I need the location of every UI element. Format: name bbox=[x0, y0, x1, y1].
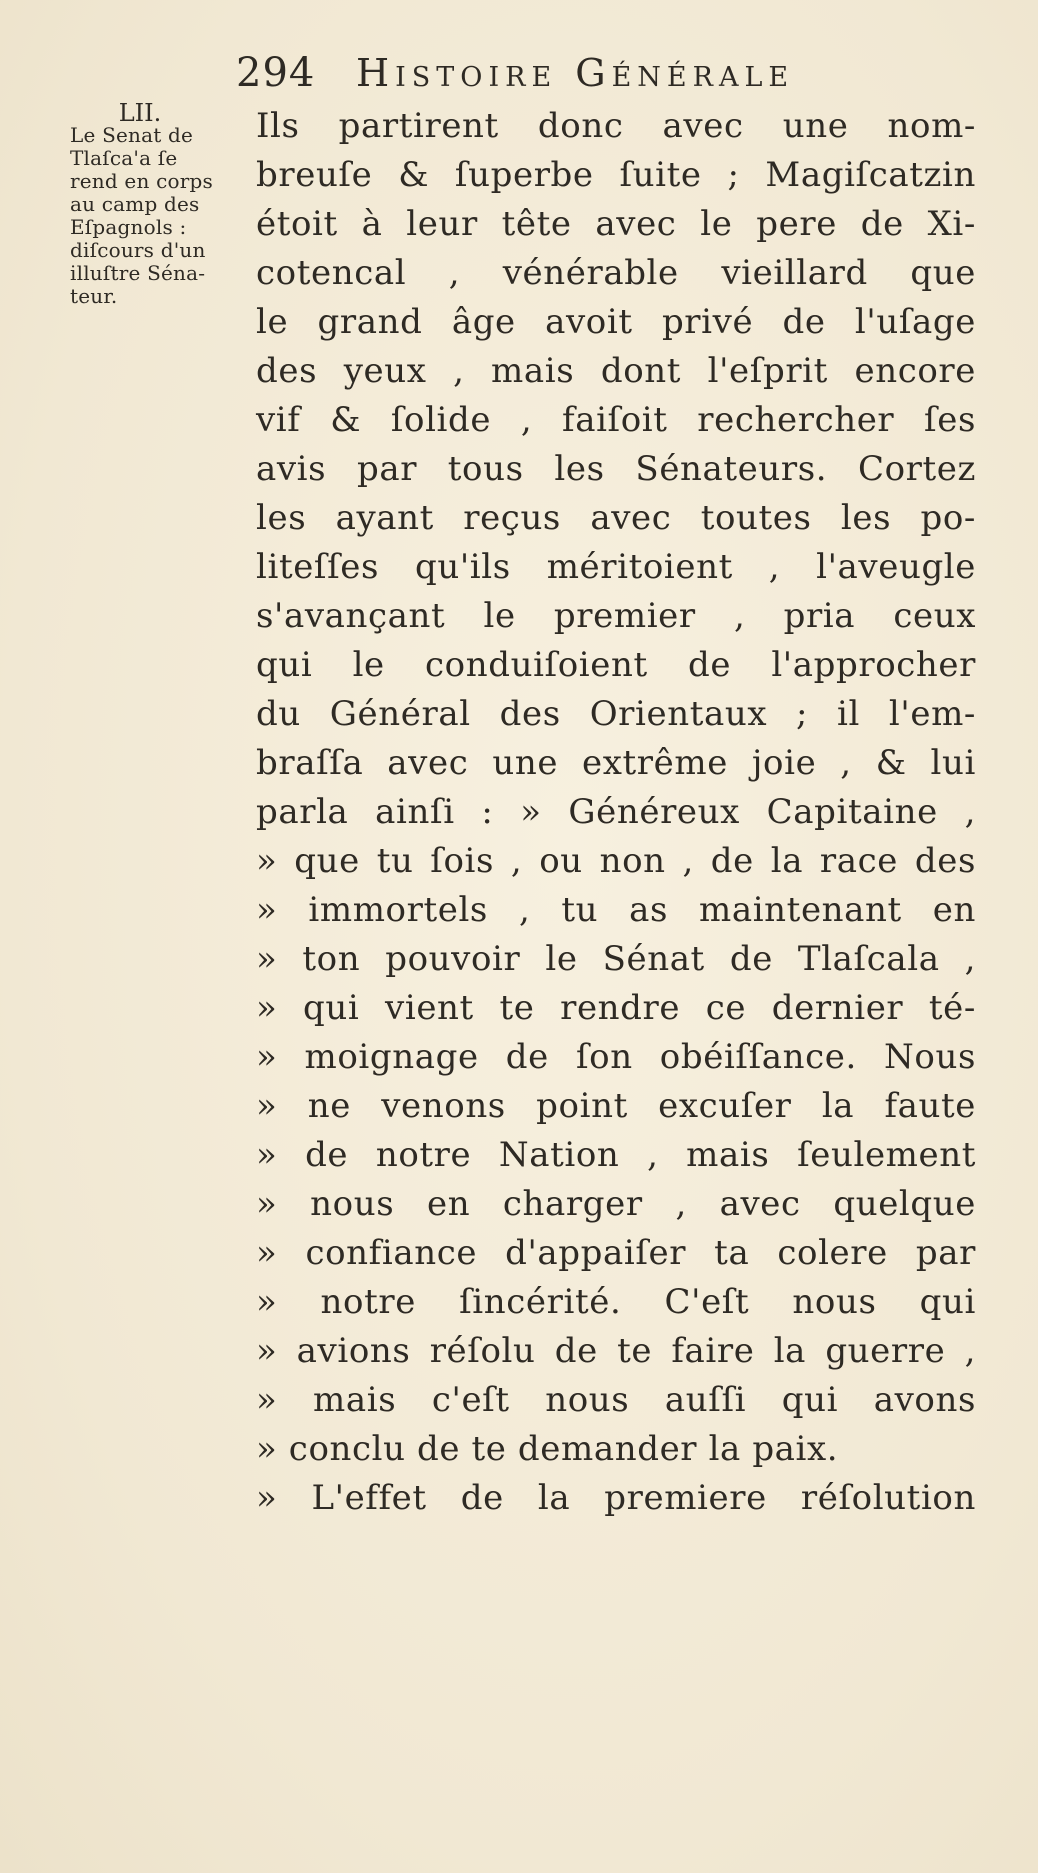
margin-note-line: Le Senat de bbox=[70, 123, 194, 147]
margin-note bbox=[70, 99, 240, 308]
text-line: » avions réſolu de te faire la guerre , bbox=[256, 1331, 976, 1371]
text-line: braſſa avec une extrême joie , & lui bbox=[256, 743, 976, 783]
text-line: » immortels , tu as maintenant en bbox=[256, 890, 976, 930]
text-line: avis par tous les Sénateurs. Cortez bbox=[256, 449, 976, 489]
margin-note-line: teur. bbox=[70, 284, 118, 308]
text-line: s'avançant le premier , pria ceux bbox=[256, 596, 976, 636]
text-line: » nous en charger , avec quelque bbox=[256, 1184, 976, 1224]
text-line: » que tu ſois , ou non , de la race des bbox=[256, 841, 976, 881]
running-title: Histoire Générale bbox=[356, 51, 795, 95]
text-line: Ils partirent donc avec une nom- bbox=[256, 106, 976, 146]
margin-note-number: LII. bbox=[118, 99, 162, 127]
text-line: breuſe & ſuperbe ſuite ; Magiſcatzin bbox=[256, 155, 976, 195]
text-line: » mais c'eſt nous auſſi qui avons bbox=[256, 1380, 976, 1420]
text-line: » moignage de ſon obéiſſance. Nous bbox=[256, 1037, 976, 1077]
margin-note-line: diſcours d'un bbox=[70, 238, 206, 262]
text-line: les ayant reçus avec toutes les po- bbox=[256, 498, 976, 538]
text-line: » ne venons point excuſer la faute bbox=[256, 1086, 976, 1126]
margin-note-line: au camp des bbox=[70, 192, 200, 216]
text-line: étoit à leur tête avec le pere de Xi- bbox=[256, 204, 976, 244]
text-line: » qui vient te rendre ce dernier té- bbox=[256, 988, 976, 1028]
text-line: » notre ſincérité. C'eſt nous qui bbox=[256, 1282, 976, 1322]
margin-note-line: Tlaſca'a ſe bbox=[70, 146, 178, 170]
text-line: le grand âge avoit privé de l'uſage bbox=[256, 302, 976, 342]
page-header bbox=[0, 48, 1038, 98]
text-line: des yeux , mais dont l'eſprit encore bbox=[256, 351, 976, 391]
margin-note-line: illuſtre Séna- bbox=[70, 261, 206, 285]
body-text bbox=[256, 102, 976, 1523]
text-line: » de notre Nation , mais ſeulement bbox=[256, 1135, 976, 1175]
text-line: vif & ſolide , faiſoit rechercher ſes bbox=[256, 400, 976, 440]
text-line: » confiance d'appaiſer ta colere par bbox=[256, 1233, 976, 1273]
page-number: 294 bbox=[236, 50, 316, 96]
text-line: qui le conduiſoient de l'approcher bbox=[256, 645, 976, 685]
text-line: du Général des Orientaux ; il l'em- bbox=[256, 694, 976, 734]
margin-note-line: rend en corps bbox=[70, 169, 213, 193]
text-line: » L'effet de la premiere réſolution bbox=[256, 1478, 976, 1518]
margin-note-line: Eſpagnols : bbox=[70, 215, 187, 239]
text-line: liteſſes qu'ils méritoient , l'aveugle bbox=[256, 547, 976, 587]
text-line: parla ainſi : » Généreux Capitaine , bbox=[256, 792, 976, 832]
text-line: » ton pouvoir le Sénat de Tlaſcala , bbox=[256, 939, 976, 979]
text-line: cotencal , vénérable vieillard que bbox=[256, 253, 976, 293]
text-line: » conclu de te demander la paix. bbox=[256, 1429, 839, 1469]
